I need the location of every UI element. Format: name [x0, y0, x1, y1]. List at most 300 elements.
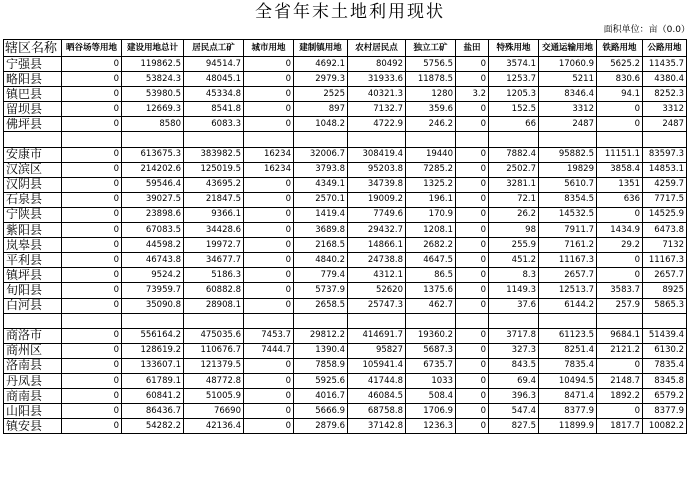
cell-residential-mining: 383982.5	[184, 147, 244, 162]
cell-region-name: 镇安县	[4, 419, 62, 434]
cell-rural-residential: 24738.8	[348, 253, 406, 268]
cell-residential-mining: 48045.1	[184, 72, 244, 87]
cell-city-land: 16234	[244, 147, 294, 162]
table-row	[4, 117, 687, 132]
cell-independent-mining: 1236.3	[406, 419, 456, 434]
cell-railway-land: 257.9	[597, 298, 643, 313]
cell-construction-total: 35090.8	[122, 298, 184, 313]
cell-rural-residential: 4312.1	[348, 268, 406, 283]
blank-cell	[62, 313, 122, 328]
header-town-land: 建制镇用地	[294, 40, 348, 57]
cell-transport-land: 11899.9	[539, 419, 597, 434]
cell-highway-land: 3312	[643, 102, 687, 117]
cell-town-land: 4692.1	[294, 57, 348, 72]
cell-region-name: 岚皋县	[4, 238, 62, 253]
cell-salt-field: 0	[456, 207, 489, 222]
cell-transport-land: 11167.3	[539, 253, 597, 268]
cell-drying-ground: 0	[62, 283, 122, 298]
cell-special-land: 1253.7	[489, 72, 539, 87]
cell-independent-mining: 86.5	[406, 268, 456, 283]
cell-highway-land: 2657.7	[643, 268, 687, 283]
cell-salt-field: 0	[456, 328, 489, 343]
cell-drying-ground: 0	[62, 223, 122, 238]
blank-cell	[4, 132, 62, 147]
cell-rural-residential: 414691.7	[348, 328, 406, 343]
table-row	[4, 238, 687, 253]
table-row	[4, 253, 687, 268]
cell-town-land: 779.4	[294, 268, 348, 283]
cell-city-land: 0	[244, 404, 294, 419]
cell-transport-land: 8251.4	[539, 343, 597, 358]
blank-cell	[244, 132, 294, 147]
blank-cell	[122, 132, 184, 147]
cell-independent-mining: 1325.2	[406, 177, 456, 192]
cell-city-land: 0	[244, 117, 294, 132]
cell-special-land: 255.9	[489, 238, 539, 253]
cell-salt-field: 0	[456, 268, 489, 283]
cell-town-land: 5737.9	[294, 283, 348, 298]
table-row	[4, 343, 687, 358]
table-row	[4, 419, 687, 434]
cell-transport-land: 7161.2	[539, 238, 597, 253]
table-row	[4, 72, 687, 87]
cell-construction-total: 67083.5	[122, 223, 184, 238]
cell-transport-land: 17060.9	[539, 57, 597, 72]
cell-independent-mining: 7285.2	[406, 162, 456, 177]
cell-railway-land: 636	[597, 192, 643, 207]
cell-town-land: 4349.1	[294, 177, 348, 192]
cell-region-name: 商洛市	[4, 328, 62, 343]
cell-rural-residential: 68758.8	[348, 404, 406, 419]
cell-city-land: 0	[244, 192, 294, 207]
header-residential-mining: 居民点工矿	[184, 40, 244, 57]
cell-region-name: 镇巴县	[4, 87, 62, 102]
cell-highway-land: 8252.3	[643, 87, 687, 102]
cell-city-land: 0	[244, 177, 294, 192]
table-row	[4, 57, 687, 72]
cell-salt-field: 0	[456, 373, 489, 388]
table-row	[4, 283, 687, 298]
cell-special-land: 1205.3	[489, 87, 539, 102]
cell-highway-land: 14853.1	[643, 162, 687, 177]
cell-special-land: 396.3	[489, 389, 539, 404]
cell-salt-field: 0	[456, 57, 489, 72]
cell-railway-land: 2148.7	[597, 373, 643, 388]
blank-cell	[348, 313, 406, 328]
cell-construction-total: 119862.5	[122, 57, 184, 72]
blank-cell	[122, 313, 184, 328]
cell-rural-residential: 14866.1	[348, 238, 406, 253]
cell-salt-field: 0	[456, 72, 489, 87]
header-special-land: 特殊用地	[489, 40, 539, 57]
cell-independent-mining: 11878.5	[406, 72, 456, 87]
blank-row	[4, 313, 687, 328]
blank-cell	[456, 132, 489, 147]
header-city-land: 城市用地	[244, 40, 294, 57]
cell-highway-land: 8925	[643, 283, 687, 298]
cell-town-land: 1419.4	[294, 207, 348, 222]
cell-drying-ground: 0	[62, 117, 122, 132]
cell-region-name: 宁强县	[4, 57, 62, 72]
cell-drying-ground: 0	[62, 57, 122, 72]
cell-highway-land: 6130.2	[643, 343, 687, 358]
cell-rural-residential: 46084.5	[348, 389, 406, 404]
cell-city-land: 0	[244, 358, 294, 373]
cell-construction-total: 59546.4	[122, 177, 184, 192]
cell-special-land: 2502.7	[489, 162, 539, 177]
cell-special-land: 547.4	[489, 404, 539, 419]
cell-city-land: 0	[244, 373, 294, 388]
cell-transport-land: 7835.4	[539, 358, 597, 373]
cell-town-land: 3689.8	[294, 223, 348, 238]
cell-rural-residential: 52620	[348, 283, 406, 298]
cell-construction-total: 53824.3	[122, 72, 184, 87]
cell-region-name: 略阳县	[4, 72, 62, 87]
cell-construction-total: 133607.1	[122, 358, 184, 373]
cell-residential-mining: 76690	[184, 404, 244, 419]
cell-independent-mining: 1280	[406, 87, 456, 102]
cell-construction-total: 12669.3	[122, 102, 184, 117]
cell-railway-land: 11151.1	[597, 147, 643, 162]
cell-town-land: 2168.5	[294, 238, 348, 253]
cell-drying-ground: 0	[62, 72, 122, 87]
cell-drying-ground: 0	[62, 102, 122, 117]
cell-drying-ground: 0	[62, 207, 122, 222]
cell-transport-land: 8354.5	[539, 192, 597, 207]
cell-city-land: 7453.7	[244, 328, 294, 343]
cell-transport-land: 14532.5	[539, 207, 597, 222]
cell-rural-residential: 4722.9	[348, 117, 406, 132]
cell-salt-field: 0	[456, 162, 489, 177]
cell-independent-mining: 1208.1	[406, 223, 456, 238]
table-row	[4, 162, 687, 177]
cell-region-name: 镇坪县	[4, 268, 62, 283]
cell-special-land: 827.5	[489, 419, 539, 434]
cell-drying-ground: 0	[62, 238, 122, 253]
cell-highway-land: 4380.4	[643, 72, 687, 87]
cell-independent-mining: 5756.5	[406, 57, 456, 72]
cell-city-land: 0	[244, 207, 294, 222]
cell-highway-land: 51439.4	[643, 328, 687, 343]
blank-cell	[294, 132, 348, 147]
cell-highway-land: 2487	[643, 117, 687, 132]
header-rural-residential: 农村居民点	[348, 40, 406, 57]
cell-rural-residential: 7132.7	[348, 102, 406, 117]
cell-railway-land: 0	[597, 404, 643, 419]
cell-drying-ground: 0	[62, 404, 122, 419]
cell-region-name: 平利县	[4, 253, 62, 268]
cell-town-land: 4840.2	[294, 253, 348, 268]
cell-independent-mining: 5687.3	[406, 343, 456, 358]
cell-region-name: 佛坪县	[4, 117, 62, 132]
cell-highway-land: 6473.8	[643, 223, 687, 238]
cell-region-name: 紫阳县	[4, 223, 62, 238]
cell-transport-land: 6144.2	[539, 298, 597, 313]
cell-rural-residential: 31933.6	[348, 72, 406, 87]
cell-independent-mining: 6735.7	[406, 358, 456, 373]
cell-residential-mining: 28908.1	[184, 298, 244, 313]
cell-special-land: 327.3	[489, 343, 539, 358]
cell-salt-field: 0	[456, 253, 489, 268]
cell-special-land: 3281.1	[489, 177, 539, 192]
cell-independent-mining: 1375.6	[406, 283, 456, 298]
header-independent-mining: 独立工矿	[406, 40, 456, 57]
cell-region-name: 汉阴县	[4, 177, 62, 192]
cell-highway-land: 7835.4	[643, 358, 687, 373]
table-row	[4, 207, 687, 222]
cell-transport-land: 5211	[539, 72, 597, 87]
blank-cell	[406, 132, 456, 147]
cell-railway-land: 94.1	[597, 87, 643, 102]
cell-drying-ground: 0	[62, 343, 122, 358]
cell-independent-mining: 508.4	[406, 389, 456, 404]
cell-construction-total: 214202.6	[122, 162, 184, 177]
cell-construction-total: 53980.5	[122, 87, 184, 102]
cell-highway-land: 8345.8	[643, 373, 687, 388]
cell-railway-land: 0	[597, 117, 643, 132]
blank-cell	[62, 132, 122, 147]
cell-drying-ground: 0	[62, 389, 122, 404]
cell-construction-total: 128619.2	[122, 343, 184, 358]
cell-salt-field: 0	[456, 343, 489, 358]
cell-salt-field: 0	[456, 404, 489, 419]
cell-construction-total: 9524.2	[122, 268, 184, 283]
cell-rural-residential: 7749.6	[348, 207, 406, 222]
table-row	[4, 177, 687, 192]
cell-region-name: 安康市	[4, 147, 62, 162]
cell-transport-land: 8377.9	[539, 404, 597, 419]
cell-city-land: 7444.7	[244, 343, 294, 358]
blank-cell	[4, 313, 62, 328]
cell-independent-mining: 359.6	[406, 102, 456, 117]
cell-drying-ground: 0	[62, 268, 122, 283]
cell-salt-field: 3.2	[456, 87, 489, 102]
cell-railway-land: 0	[597, 358, 643, 373]
cell-rural-residential: 34739.8	[348, 177, 406, 192]
cell-town-land: 4016.7	[294, 389, 348, 404]
cell-salt-field: 0	[456, 147, 489, 162]
cell-highway-land: 83597.3	[643, 147, 687, 162]
land-use-table	[3, 39, 687, 434]
cell-construction-total: 8580	[122, 117, 184, 132]
cell-independent-mining: 4647.5	[406, 253, 456, 268]
cell-highway-land: 10082.2	[643, 419, 687, 434]
cell-transport-land: 5610.7	[539, 177, 597, 192]
table-row	[4, 404, 687, 419]
cell-city-land: 0	[244, 87, 294, 102]
cell-independent-mining: 462.7	[406, 298, 456, 313]
cell-salt-field: 0	[456, 223, 489, 238]
table-row	[4, 373, 687, 388]
table-row	[4, 389, 687, 404]
cell-city-land: 0	[244, 253, 294, 268]
cell-city-land: 0	[244, 72, 294, 87]
cell-construction-total: 46743.8	[122, 253, 184, 268]
cell-construction-total: 60841.2	[122, 389, 184, 404]
page-title: 全省年末土地利用现状	[255, 2, 445, 22]
cell-town-land: 2879.6	[294, 419, 348, 434]
table-row	[4, 192, 687, 207]
cell-special-land: 72.1	[489, 192, 539, 207]
cell-transport-land: 10494.5	[539, 373, 597, 388]
cell-town-land: 2658.5	[294, 298, 348, 313]
table-row	[4, 268, 687, 283]
cell-residential-mining: 51005.9	[184, 389, 244, 404]
cell-special-land: 26.2	[489, 207, 539, 222]
cell-independent-mining: 170.9	[406, 207, 456, 222]
cell-city-land: 0	[244, 268, 294, 283]
cell-city-land: 0	[244, 283, 294, 298]
cell-rural-residential: 80492	[348, 57, 406, 72]
cell-rural-residential: 95827	[348, 343, 406, 358]
cell-construction-total: 61789.1	[122, 373, 184, 388]
cell-transport-land: 61123.5	[539, 328, 597, 343]
cell-city-land: 0	[244, 223, 294, 238]
cell-railway-land: 2121.2	[597, 343, 643, 358]
header-railway-land: 铁路用地	[597, 40, 643, 57]
cell-transport-land: 2487	[539, 117, 597, 132]
cell-residential-mining: 48772.8	[184, 373, 244, 388]
cell-residential-mining: 125019.5	[184, 162, 244, 177]
cell-special-land: 451.2	[489, 253, 539, 268]
cell-residential-mining: 34428.6	[184, 223, 244, 238]
table-row	[4, 298, 687, 313]
cell-city-land: 0	[244, 419, 294, 434]
cell-highway-land: 5865.3	[643, 298, 687, 313]
cell-drying-ground: 0	[62, 328, 122, 343]
cell-construction-total: 613675.3	[122, 147, 184, 162]
cell-drying-ground: 0	[62, 147, 122, 162]
cell-special-land: 843.5	[489, 358, 539, 373]
cell-railway-land: 1434.9	[597, 223, 643, 238]
blank-cell	[489, 313, 539, 328]
cell-residential-mining: 19972.7	[184, 238, 244, 253]
cell-transport-land: 7911.7	[539, 223, 597, 238]
cell-residential-mining: 9366.1	[184, 207, 244, 222]
header-highway-land: 公路用地	[643, 40, 687, 57]
cell-residential-mining: 60882.8	[184, 283, 244, 298]
cell-independent-mining: 19360.2	[406, 328, 456, 343]
blank-row	[4, 132, 687, 147]
cell-special-land: 1149.3	[489, 283, 539, 298]
cell-city-land: 0	[244, 238, 294, 253]
cell-residential-mining: 21847.5	[184, 192, 244, 207]
cell-construction-total: 86436.7	[122, 404, 184, 419]
cell-transport-land: 2657.7	[539, 268, 597, 283]
cell-region-name: 汉滨区	[4, 162, 62, 177]
cell-salt-field: 0	[456, 102, 489, 117]
cell-residential-mining: 94514.7	[184, 57, 244, 72]
cell-salt-field: 0	[456, 177, 489, 192]
blank-cell	[539, 132, 597, 147]
cell-drying-ground: 0	[62, 192, 122, 207]
cell-city-land: 0	[244, 57, 294, 72]
cell-drying-ground: 0	[62, 177, 122, 192]
cell-railway-land: 0	[597, 268, 643, 283]
cell-drying-ground: 0	[62, 373, 122, 388]
cell-independent-mining: 2682.2	[406, 238, 456, 253]
cell-residential-mining: 34677.7	[184, 253, 244, 268]
cell-independent-mining: 1033	[406, 373, 456, 388]
cell-independent-mining: 1706.9	[406, 404, 456, 419]
cell-railway-land: 9684.1	[597, 328, 643, 343]
cell-railway-land: 1351	[597, 177, 643, 192]
cell-construction-total: 23898.6	[122, 207, 184, 222]
cell-residential-mining: 45334.8	[184, 87, 244, 102]
cell-independent-mining: 196.1	[406, 192, 456, 207]
cell-drying-ground: 0	[62, 419, 122, 434]
blank-cell	[294, 313, 348, 328]
cell-special-land: 3574.1	[489, 57, 539, 72]
cell-region-name: 留坝县	[4, 102, 62, 117]
cell-rural-residential: 105941.4	[348, 358, 406, 373]
cell-salt-field: 0	[456, 358, 489, 373]
cell-rural-residential: 95203.8	[348, 162, 406, 177]
cell-construction-total: 556164.2	[122, 328, 184, 343]
cell-special-land: 69.4	[489, 373, 539, 388]
cell-town-land: 2525	[294, 87, 348, 102]
cell-special-land: 8.3	[489, 268, 539, 283]
blank-cell	[348, 132, 406, 147]
cell-town-land: 5925.6	[294, 373, 348, 388]
table-row	[4, 223, 687, 238]
cell-city-land: 16234	[244, 162, 294, 177]
cell-residential-mining: 121379.5	[184, 358, 244, 373]
cell-drying-ground: 0	[62, 253, 122, 268]
cell-independent-mining: 19440	[406, 147, 456, 162]
table-row	[4, 87, 687, 102]
cell-rural-residential: 19009.2	[348, 192, 406, 207]
cell-rural-residential: 40321.3	[348, 87, 406, 102]
cell-town-land: 5666.9	[294, 404, 348, 419]
cell-transport-land: 3312	[539, 102, 597, 117]
cell-railway-land: 0	[597, 253, 643, 268]
cell-highway-land: 11435.7	[643, 57, 687, 72]
blank-cell	[539, 313, 597, 328]
cell-transport-land: 8471.4	[539, 389, 597, 404]
cell-construction-total: 44598.2	[122, 238, 184, 253]
cell-region-name: 丹凤县	[4, 373, 62, 388]
cell-region-name: 白河县	[4, 298, 62, 313]
cell-region-name: 洛南县	[4, 358, 62, 373]
cell-railway-land: 3858.4	[597, 162, 643, 177]
cell-residential-mining: 475035.6	[184, 328, 244, 343]
cell-town-land: 7858.9	[294, 358, 348, 373]
header-region-name: 辖区名称	[4, 40, 62, 57]
cell-rural-residential: 41744.8	[348, 373, 406, 388]
cell-railway-land: 0	[597, 102, 643, 117]
table-row	[4, 358, 687, 373]
table-header-row	[4, 40, 687, 57]
cell-drying-ground: 0	[62, 298, 122, 313]
cell-salt-field: 0	[456, 238, 489, 253]
cell-salt-field: 0	[456, 298, 489, 313]
blank-cell	[456, 313, 489, 328]
cell-transport-land: 8346.4	[539, 87, 597, 102]
cell-construction-total: 54282.2	[122, 419, 184, 434]
blank-cell	[184, 313, 244, 328]
cell-salt-field: 0	[456, 389, 489, 404]
cell-rural-residential: 25747.3	[348, 298, 406, 313]
cell-special-land: 3717.8	[489, 328, 539, 343]
cell-region-name: 旬阳县	[4, 283, 62, 298]
cell-railway-land: 5625.2	[597, 57, 643, 72]
cell-town-land: 2979.3	[294, 72, 348, 87]
cell-highway-land: 6579.2	[643, 389, 687, 404]
cell-town-land: 1048.2	[294, 117, 348, 132]
blank-cell	[643, 132, 687, 147]
cell-transport-land: 19829	[539, 162, 597, 177]
